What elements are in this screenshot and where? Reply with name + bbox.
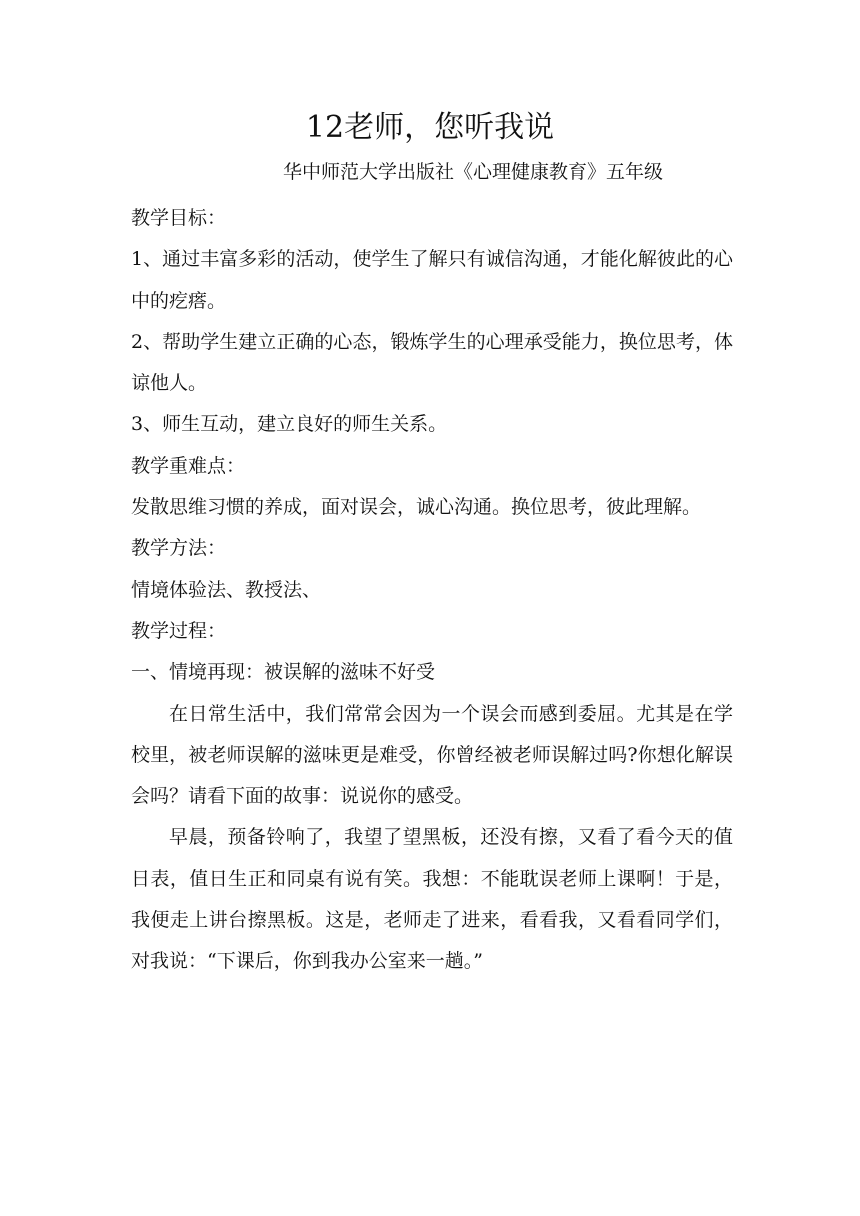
key-points-text: 发散思维习惯的养成，面对误会，诚心沟通。换位思考，彼此理解。 — [131, 496, 702, 519]
objective-item-1: 1、通过丰富多彩的活动，使学生了解只有诚信沟通，才能化解彼此的心中的疙瘩。 — [131, 248, 733, 312]
objective-item-2: 2、帮助学生建立正确的心态，锻炼学生的心理承受能力，换位思考，体谅他人。 — [131, 330, 733, 395]
section-heading-objectives: 教学目标： — [131, 207, 227, 229]
methods-text: 情境体验法、教授法、 — [131, 578, 322, 601]
section-heading-process: 教学过程： — [131, 619, 227, 642]
section-heading-methods: 教学方法： — [131, 537, 227, 560]
document-body — [131, 198, 733, 983]
objective-item-3: 3、师生互动，建立良好的师生关系。 — [131, 413, 448, 436]
document-subtitle: 华中师范大学出版社《心理健康教育》五年级 — [283, 161, 664, 183]
process-paragraph-1: 在日常生活中，我们常常会因为一个误会而感到委屈。尤其是在学校里，被老师误解的滋味更是难受，你曾经被老师误解过吗?你想化解误会吗？请看下面的故事：说说你的感受。 — [131, 702, 733, 808]
process-paragraph-2: 早晨，预备铃响了，我望了望黑板，还没有擦，又看了看今天的值日表，值日生正和同桌有说有笑。我想：不能耽误老师上课啊！于是，我便走上讲台擦黑板。这是，老师走了进来，看看我，又看看同学们，对我说：“下课后，你到我办公室来一趟。” — [131, 826, 733, 973]
process-step-1-heading: 一、情境再现：被误解的滋味不好受 — [131, 661, 436, 684]
document-title: 12老师，您听我说 — [305, 110, 555, 145]
section-heading-key-points: 教学重难点： — [131, 454, 246, 477]
